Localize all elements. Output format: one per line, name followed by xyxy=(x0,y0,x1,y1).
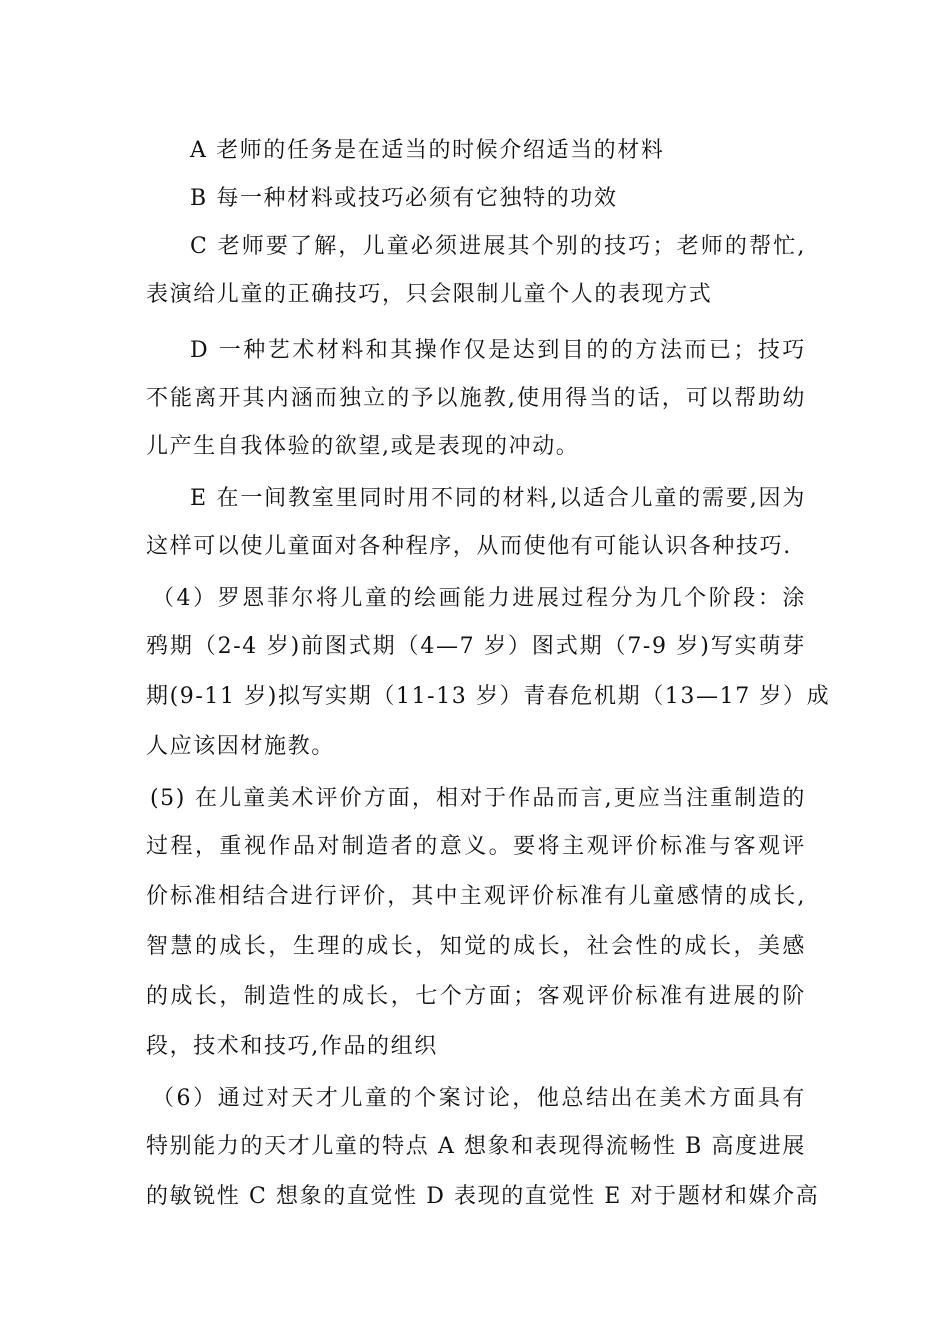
text-line: （6）通过对天才儿童的个案讨论，他总结出在美术方面具有 xyxy=(152,1086,806,1111)
text-line: 期(9-11 岁)拟写实期（11-13 岁）青春危机期（13—17 岁）成 xyxy=(146,684,831,709)
text-line: C 老师要了解，儿童必须进展其个别的技巧；老师的帮忙, xyxy=(190,234,806,259)
text-line: E 在一间教室里同时用不同的材料,以适合儿童的需要,因为 xyxy=(190,486,806,511)
text-line: 人应该因材施教。 xyxy=(146,734,335,759)
text-line: 这样可以使儿童面对各种程序，从而使他有可能认识各种技巧. xyxy=(146,534,792,559)
text-line: 过程，重视作品对制造者的意义。要将主观评价标准与客观评 xyxy=(146,834,806,859)
text-line: 价标准相结合进行评价，其中主观评价标准有儿童感情的成长, xyxy=(146,884,806,909)
text-line: 儿产生自我体验的欲望,或是表现的冲动。 xyxy=(146,434,580,459)
text-line: 特别能力的天才儿童的特点 A 想象和表现得流畅性 B 高度进展 xyxy=(146,1134,806,1159)
text-line: 表演给儿童的正确技巧，只会限制儿童个人的表现方式 xyxy=(146,282,713,307)
text-line: 段，技术和技巧,作品的组织 xyxy=(146,1034,438,1059)
text-line: 鸦期（2-4 岁)前图式期（4—7 岁）图式期（7-9 岁)写实萌芽 xyxy=(146,634,806,659)
text-line: A 老师的任务是在适当的时候介绍适当的材料 xyxy=(190,138,665,163)
text-line: 智慧的成长，生理的成长，知觉的成长，社会性的成长，美感 xyxy=(146,934,806,959)
text-line: 不能离开其内涵而独立的予以施教,使用得当的话，可以帮助幼 xyxy=(146,386,806,411)
text-line: (5) 在儿童美术评价方面，相对于作品而言,更应当注重制造的 xyxy=(150,786,806,811)
text-line: 的成长，制造性的成长，七个方面；客观评价标准有进展的阶 xyxy=(146,984,806,1009)
text-line: B 每一种材料或技巧必须有它独特的功效 xyxy=(190,186,618,211)
text-line: D 一种艺术材料和其操作仅是达到目的的方法而已；技巧 xyxy=(190,338,806,363)
text-line: 的敏锐性 C 想象的直觉性 D 表现的直觉性 E 对于题材和媒介高 xyxy=(146,1184,820,1209)
text-line: （4）罗恩菲尔将儿童的绘画能力进展过程分为几个阶段：涂 xyxy=(152,586,806,611)
